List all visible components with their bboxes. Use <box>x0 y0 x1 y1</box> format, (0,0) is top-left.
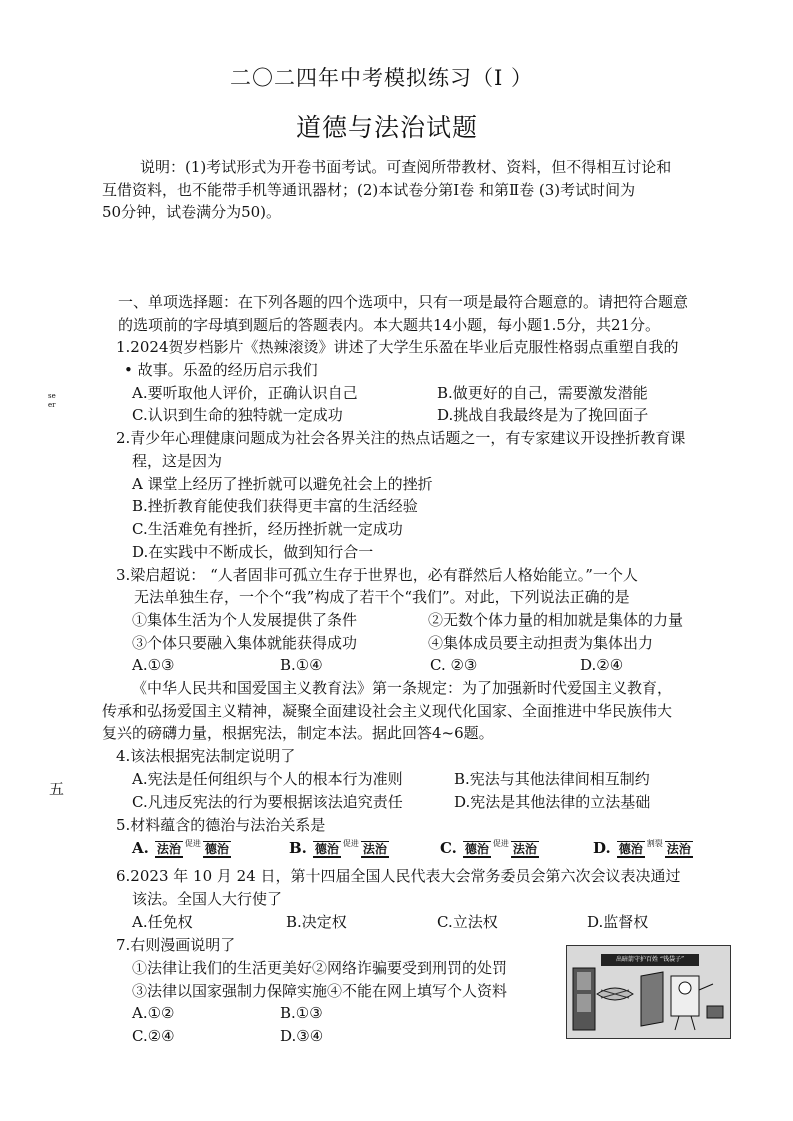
q3-stem-line-2: 无法单独生存，一个个“我”构成了若干个“我们”。对此，下列说法正确的是 <box>134 588 630 606</box>
exam-subtitle: 道德与法治试题 <box>296 113 479 142</box>
q2-stem-line-1: 2.青少年心理健康问题成为社会各界关注的热点话题之一，有专家建议开设挫折教育课 <box>116 429 686 447</box>
q1-stem-line-1: 1.2024贺岁档影片《热辣滚烫》讲述了大学生乐盈在毕业后克服性格弱点重塑自我的 <box>116 338 679 356</box>
instructions-line-2: 互借资料，也不能带手机等通讯器材；(2)本试卷分第Ⅰ卷 和第Ⅱ卷 (3)考试时间为 <box>102 181 636 199</box>
q2-option-d: D.在实践中不断成长，做到知行合一 <box>132 543 374 561</box>
q3-statement-4: ④集体成员要主动担责为集体出力 <box>428 634 654 652</box>
q7-statements-1-2: ①法律让我们的生活更美好②网络诈骗要受到刑罚的处罚 <box>132 959 508 977</box>
instructions-line-1: 说明：(1)考试形式为开卷书面考试。可查阅所带教材、资料，但不得相互讨论和 <box>140 158 672 176</box>
q4-option-d: D.宪法是其他法律的立法基础 <box>454 793 651 811</box>
q3-statement-3: ③个体只要融入集体就能获得成功 <box>132 634 358 652</box>
q6-stem-line-1: 6.2023 年 10 月 24 日，第十四届全国人民代表大会常务委员会第六次会议表决通过 <box>116 867 681 885</box>
q5-option-b-left: 德治 <box>314 842 339 856</box>
q7-option-b: B.①③ <box>280 1004 323 1022</box>
instructions-line-3: 50分钟，试卷满分为50)。 <box>102 203 282 221</box>
q5-option-d-letter: D. <box>593 839 611 857</box>
section-heading-line-2: 的选项前的字母填到题后的答题表内。本大题共14小题，每小题1.5分，共21分。 <box>118 316 661 334</box>
q5-option-b-right: 法治 <box>362 842 387 856</box>
q3-statement-2: ②无数个体力量的相加就是集体的力量 <box>428 611 684 629</box>
material-line-1: 《中华人民共和国爱国主义教育法》第一条规定：为了加强新时代爱国主义教育， <box>132 679 673 697</box>
q6-stem-line-2: 该法。全国人大行使了 <box>132 890 283 908</box>
q5-option-a-letter: A. <box>132 839 149 857</box>
q7-option-c: C.②④ <box>132 1027 175 1045</box>
q5-option-b-relation: 促进 <box>342 839 359 848</box>
q6-option-c: C.立法权 <box>437 913 498 931</box>
q3-option-b: B.①④ <box>280 656 323 674</box>
q6-option-a: A.任免权 <box>132 913 193 931</box>
q5-option-c-letter: C. <box>440 839 457 857</box>
q7-option-a: A.①② <box>132 1004 175 1022</box>
exam-title: 二〇二四年中考模拟练习（Ⅰ ） <box>230 66 533 90</box>
q3-option-a: A.①③ <box>132 656 175 674</box>
material-line-2: 传承和弘扬爱国主义精神，凝聚全面建设社会主义现代化国家、全面推进中华民族伟大 <box>102 702 673 720</box>
q5-option-a <box>132 838 231 858</box>
q1-option-a: A.要听取他人评价，正确认识自己 <box>132 384 358 402</box>
q4-option-a: A.宪法是任何组织与个人的根本行为准则 <box>132 770 403 788</box>
section-heading-line-1: 一、单项选择题：在下列各题的四个选项中，只有一项是最符合题意的。请把符合题意 <box>118 293 689 311</box>
q6-option-d: D.监督权 <box>587 913 649 931</box>
q2-option-b: B.挫折教育能使我们获得更丰富的生活经验 <box>132 497 418 515</box>
q3-statement-1: ①集体生活为个人发展提供了条件 <box>132 611 358 629</box>
cartoon-drawing <box>567 946 730 1038</box>
q7-stem: 7.右则漫画说明了 <box>116 936 236 954</box>
cartoon-image <box>566 945 731 1039</box>
cartoon-banner: 出暗箭守护百姓 “钱袋子” <box>601 954 699 966</box>
q1-option-d: D.挑战自我最终是为了挽回面子 <box>437 406 649 424</box>
q5-option-c-right: 法治 <box>512 842 537 856</box>
q5-option-c-relation: 促进 <box>492 839 509 848</box>
q3-option-c: C. ②③ <box>430 656 478 674</box>
q6-option-b: B.决定权 <box>286 913 347 931</box>
q5-option-d <box>593 838 693 858</box>
q5-option-d-right: 法治 <box>666 842 691 856</box>
margin-mark: 五 <box>49 780 65 798</box>
material-line-3: 复兴的磅礴力量，根据宪法，制定本法。据此回答4~6题。 <box>102 724 494 742</box>
margin-note-1: se <box>48 392 56 400</box>
q2-option-a: A 课堂上经历了挫折就可以避免社会上的挫折 <box>132 475 433 493</box>
q1-stem-line-2: • 故事。乐盈的经历启示我们 <box>124 361 318 379</box>
q1-option-b: B.做更好的自己，需要激发潜能 <box>437 384 648 402</box>
q4-stem: 4.该法根据宪法制定说明了 <box>116 747 296 765</box>
q5-option-c-left: 德治 <box>464 842 489 856</box>
q4-option-c: C.凡违反宪法的行为要根据该法追究责任 <box>132 793 403 811</box>
q5-option-b <box>289 838 389 858</box>
q4-option-b: B.宪法与其他法律间相互制约 <box>454 770 650 788</box>
q3-stem-line-1: 3.梁启超说： “人者固非可孤立生存于世界也，必有群然后人格始能立。”一个人 <box>116 566 638 584</box>
q2-option-c: C.生活难免有挫折，经历挫折就一定成功 <box>132 520 403 538</box>
margin-note-2: er <box>48 401 56 409</box>
q5-option-a-right: 德治 <box>204 842 229 856</box>
q5-option-a-left: 法治 <box>156 842 181 856</box>
q7-statements-3-4: ③法律以国家强制力保障实施④不能在网上填写个人资料 <box>132 982 508 1000</box>
q5-stem: 5.材料蕴含的德治与法治关系是 <box>116 816 326 834</box>
q1-option-c: C.认识到生命的独特就一定成功 <box>132 406 343 424</box>
q5-option-d-left: 德治 <box>618 842 643 856</box>
q2-stem-line-2: 程，这是因为 <box>132 452 223 470</box>
q7-option-d: D.③④ <box>280 1027 324 1045</box>
q5-option-c <box>440 838 539 858</box>
q5-option-d-relation: 割裂 <box>646 839 663 848</box>
q5-option-b-letter: B. <box>289 839 307 857</box>
q3-option-d: D.②④ <box>580 656 624 674</box>
q5-option-a-relation: 促进 <box>184 839 201 848</box>
